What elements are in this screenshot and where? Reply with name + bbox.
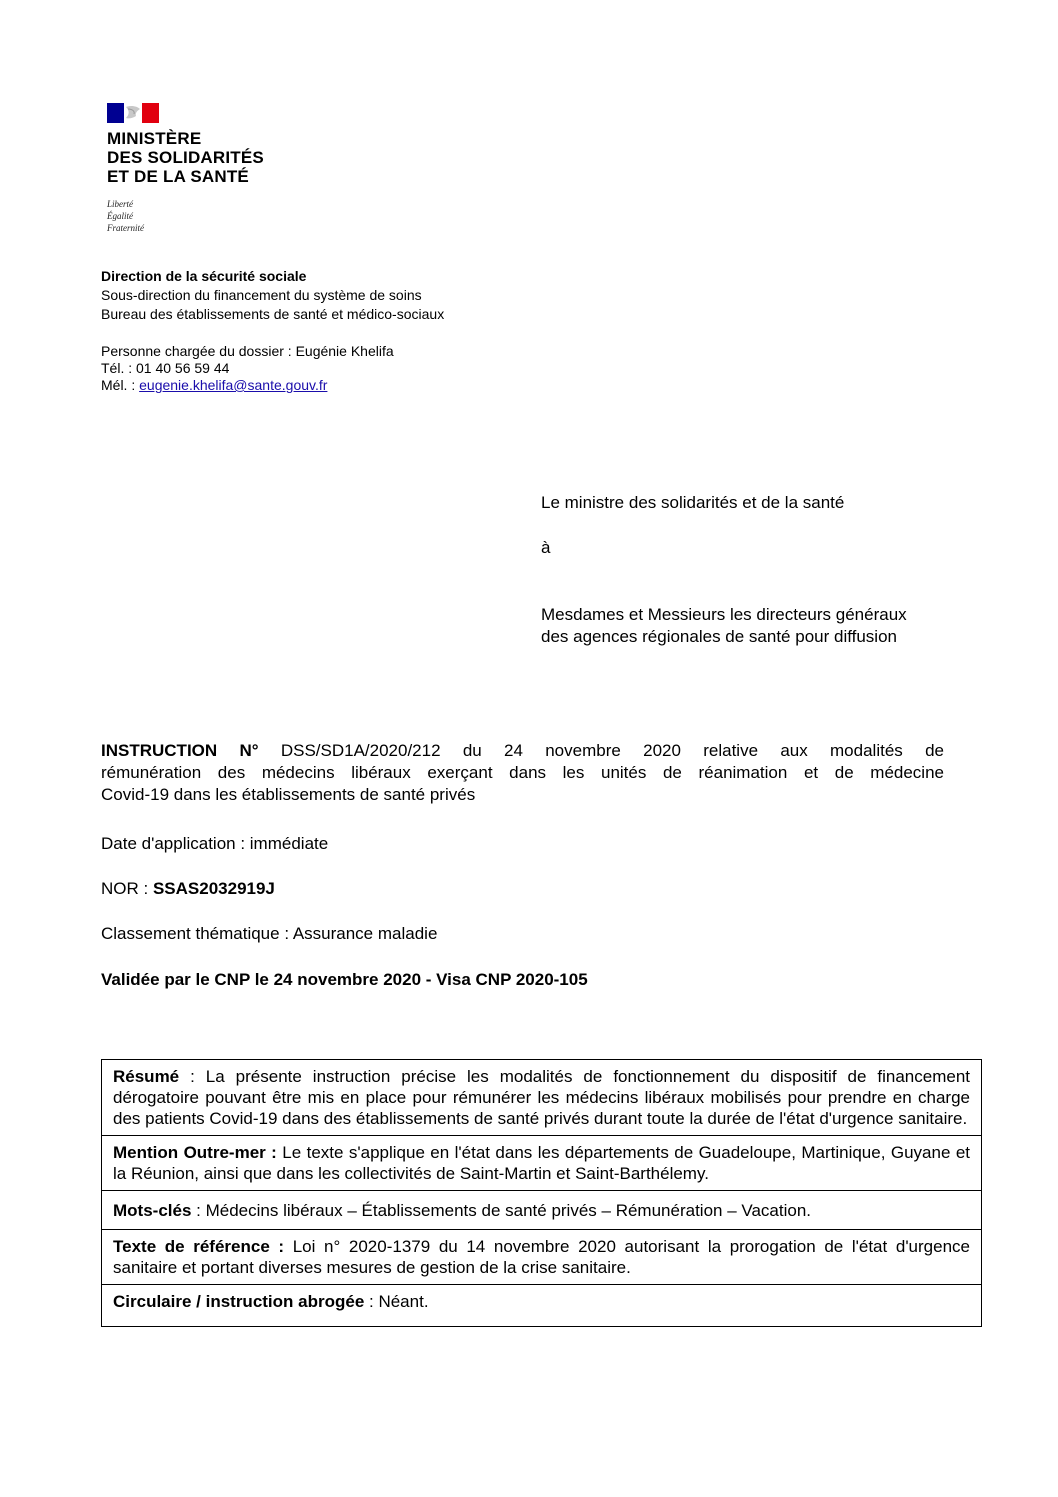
- abrogated-text: : Néant.: [364, 1292, 429, 1311]
- validation-line: Validée par le CNP le 24 novembre 2020 - Visa CNP 2020-105: [101, 970, 588, 989]
- contact-phone: Tél. : 01 40 56 59 44: [101, 360, 230, 376]
- instruction-title: [101, 740, 944, 806]
- bureau-name: Bureau des établissements de santé et médico-sociaux: [101, 306, 445, 322]
- motto-fraternite: Fraternité: [107, 223, 144, 233]
- instruction-line-3: Covid-19 dans les établissements de santé privés: [101, 785, 476, 804]
- table-row: [102, 1230, 982, 1285]
- sender-minister: Le ministre des solidarités et de la santé: [541, 493, 845, 512]
- table-row: [102, 1285, 982, 1327]
- email-label: Mél. :: [101, 377, 140, 393]
- resume-cell: [102, 1060, 982, 1136]
- direction-name: Direction de la sécurité sociale: [101, 268, 307, 284]
- instruction-line-1: [101, 740, 944, 762]
- email-link[interactable]: eugenie.khelifa@sante.gouv.fr: [139, 377, 328, 393]
- nor-value: SSAS2032919J: [152, 879, 275, 898]
- nor-line: [101, 878, 275, 900]
- motto-liberte: Liberté: [107, 199, 133, 209]
- resume-text: : La présente instruction précise les modalités de fonctionnement du dispositif de financement dérogatoire pouvant être mis en place pour rémunérer les médecins libéraux mobilisés pour prendre en charge des patients Covid-19 dans des établissements de santé privés durant toute la durée de l'état d'urgence sanitaire.: [113, 1067, 970, 1128]
- classification: Classement thématique : Assurance maladie: [101, 924, 438, 943]
- ministry-line-2: DES SOLIDARITÉS: [107, 148, 264, 167]
- table-row: [102, 1136, 982, 1191]
- recipient-to-word: à: [541, 538, 551, 557]
- outremer-label: Mention Outre-mer :: [113, 1143, 277, 1162]
- abrogated-label: Circulaire / instruction abrogée: [113, 1292, 365, 1311]
- reference-text: Loi n° 2020-1379 du 14 novembre 2020 autorisant la prorogation de l'état d'urgence sanitaire et portant diverses mesures de gestion de la crise sanitaire.: [113, 1237, 970, 1277]
- sender-block: [101, 267, 444, 324]
- outremer-text: Le texte s'applique en l'état dans les départements de Guadeloupe, Martinique, Guyane et la Réunion, ainsi que dans les collectivités de Saint-Martin et Saint-Barthélemy.: [113, 1143, 970, 1183]
- table-row: [102, 1060, 982, 1136]
- resume-label: Résumé: [113, 1067, 180, 1086]
- keywords-label: Mots-clés: [113, 1201, 192, 1220]
- outremer-cell: [102, 1136, 982, 1191]
- ministry-name: [107, 129, 264, 186]
- instruction-reference: DSS/SD1A/2020/212 du 24 novembre 2020 relative aux modalités de: [258, 741, 944, 760]
- table-row: [102, 1191, 982, 1230]
- ministry-line-1: MINISTÈRE: [107, 129, 202, 148]
- contact-email-line: [101, 377, 394, 394]
- abrogated-cell: [102, 1285, 982, 1327]
- recipient-line-1: Mesdames et Messieurs les directeurs généraux: [541, 605, 907, 624]
- instruction-label: INSTRUCTION N°: [101, 741, 259, 760]
- contact-person: Personne chargée du dossier : Eugénie Khelifa: [101, 343, 394, 359]
- ministry-line-3: ET DE LA SANTÉ: [107, 167, 249, 186]
- reference-label: Texte de référence :: [113, 1237, 285, 1256]
- instruction-line-2: rémunération des médecins libéraux exerçant dans les unités de réanimation et de médecine: [101, 763, 944, 782]
- motto: [107, 198, 144, 234]
- keywords-text: : Médecins libéraux – Établissements de santé privés – Rémunération – Vacation.: [191, 1201, 811, 1220]
- reference-cell: [102, 1230, 982, 1285]
- application-date: Date d'application : immédiate: [101, 834, 329, 853]
- nor-label: NOR :: [101, 879, 153, 898]
- motto-egalite: Égalité: [107, 211, 133, 221]
- recipient-line-2: des agences régionales de santé pour diffusion: [541, 627, 897, 646]
- keywords-cell: [102, 1191, 982, 1230]
- contact-block: [101, 343, 394, 394]
- subdirection-name: Sous-direction du financement du système de soins: [101, 287, 422, 303]
- marianne-flag-logo: [107, 103, 159, 123]
- summary-table: [101, 1059, 982, 1327]
